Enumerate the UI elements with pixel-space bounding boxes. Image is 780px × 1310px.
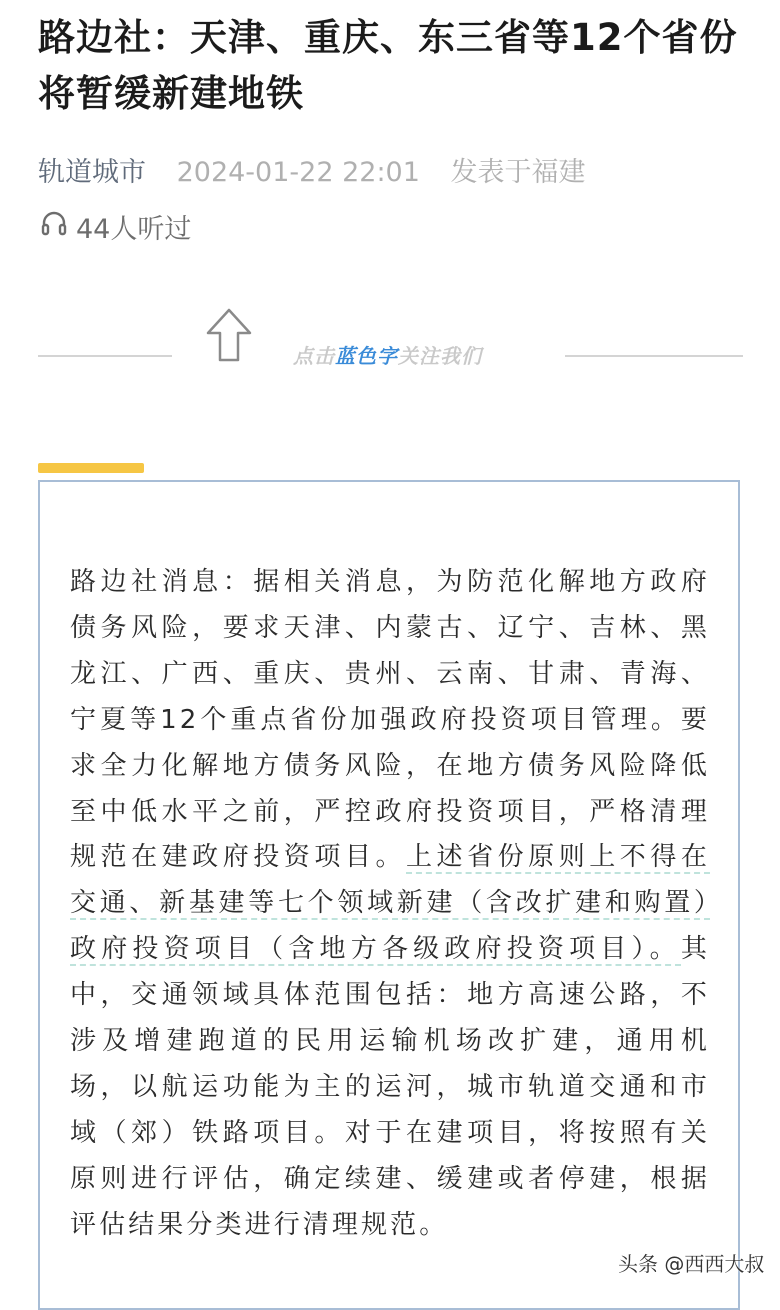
follow-prompt[interactable] xyxy=(293,340,482,369)
up-arrow-icon xyxy=(204,307,254,367)
banner-divider-left xyxy=(38,355,172,357)
publish-location: 发表于福建 xyxy=(450,157,586,188)
body-part-3: 其中，交通领域具体范围包括：地方高速公路，不涉及增建跑道的民用运输机场改扩建，通用机场，以航运功能为主的运河，城市轨道交通和市域（郊）铁路项目。对于在建项目，将按照有关原则进行评估，确定续建、缓建或者停建，根据评估结果分类进行清理规范。 xyxy=(70,934,710,1240)
follow-highlight: 蓝色字 xyxy=(335,344,398,368)
banner-divider-right xyxy=(565,355,743,357)
listen-count[interactable] xyxy=(40,207,191,246)
body-part-1: 路边社消息：据相关消息，为防范化解地方政府债务风险，要求天津、内蒙古、辽宁、吉林、黑龙江、广西、重庆、贵州、云南、甘肃、青海、宁夏等12个重点省份加强政府投资项目管理。要求全力化解地方债务风险，在地方债务风险降低至中低水平之前，严控政府投资项目，严格清理规范在建政府投资项目。 xyxy=(70,567,710,873)
follow-prefix: 点击 xyxy=(293,344,335,368)
body-part-2-highlighted: 上述省份原则上不得在交通、新基建等七个领域新建（含改扩建和购置）政府投资项目（含地方各级政府投资项目）。 xyxy=(70,842,710,965)
article-body xyxy=(70,560,710,1249)
author-name[interactable]: 轨道城市 xyxy=(38,157,146,188)
accent-bar xyxy=(38,463,144,473)
article-meta xyxy=(38,150,586,189)
headphones-icon xyxy=(40,209,76,244)
listen-count-text: 44人听过 xyxy=(76,214,192,245)
publish-datetime: 2024-01-22 22:01 xyxy=(176,157,420,188)
article-body-box xyxy=(38,480,740,1310)
source-watermark: 头条 @西西大叔 xyxy=(618,1252,765,1276)
follow-suffix: 关注我们 xyxy=(398,344,482,368)
article-title: 路边社：天津、重庆、东三省等12个省份将暂缓新建地铁 xyxy=(38,16,738,115)
